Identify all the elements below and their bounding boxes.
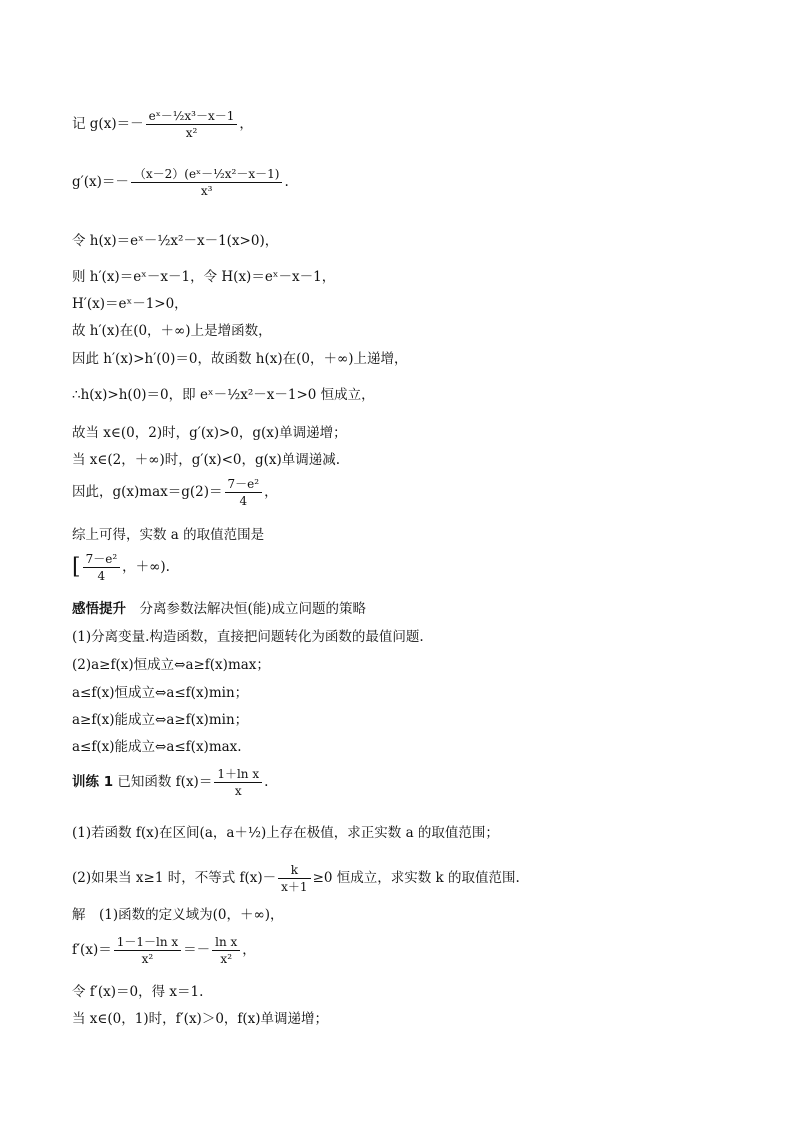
line-conclusion: 综上可得，实数 a 的取值范围是 <box>72 527 265 543</box>
line-exercise-1: 训练 1 已知函数 f(x)＝ $\frac{\text{1＋ln x}}{x}$ . <box>72 767 269 798</box>
line-monotonic: 当 x∈(0，1)时，f′(x)＞0，f(x)单调递增； <box>72 1011 329 1027</box>
line-interval-2: 当 x∈(2，＋∞)时，g′(x)<0，g(x)单调递减. <box>72 452 341 468</box>
fraction: $\frac{k}{x+1}$ <box>278 862 310 895</box>
fraction: $\frac{\text{ln x}}{\text{x²}}$ <box>212 934 240 967</box>
line-f-derivative: f′(x)＝ $\frac{\text{1－1－ln x}}{\text{x²}}$ ＝－ $\frac{\text{ln x}}{\text{x²}}$ ， <box>72 935 256 966</box>
line-h-derivative: 则 h′(x)＝eˣ－x－1，令 H(x)＝eˣ－x－1， <box>72 269 336 285</box>
line-strategy-5: a≤f(x)能成立⇔a≤f(x)max. <box>72 739 242 755</box>
line-range: [ $\frac{\text{7－e²}}{4}$ ，＋∞). <box>72 552 170 583</box>
fraction: $\frac{\text{7－e²}}{4}$ <box>83 551 121 584</box>
line-g-max: 因此，g(x)max＝g(2)＝ $\frac{\text{7－e²}}{4}$ ， <box>72 477 278 508</box>
line-strategy-2: (2)a≥f(x)恒成立⇔a≥f(x)max； <box>72 657 270 673</box>
fraction: $\frac{\text{eˣ－½x³－x－1}}{\text{x²}}$ <box>146 108 238 141</box>
line-strategy-3: a≤f(x)恒成立⇔a≤f(x)min； <box>72 685 249 701</box>
line-g-derivative: g′(x)＝－ $\frac{\text{（x－2）(eˣ－½x²－x－1)}}{\text{x³}}$ . <box>72 167 289 198</box>
fraction: $\frac{\text{1－1－ln x}}{\text{x²}}$ <box>114 934 181 967</box>
line-question-2: (2)如果当 x≥1 时，不等式 f(x)－ $\frac{k}{x+1}$ ≥0 恒成立，求实数 k 的取值范围. <box>72 863 520 894</box>
fraction: $\frac{\text{1＋ln x}}{x}$ <box>214 766 262 799</box>
line-critical-point: 令 f′(x)＝0，得 x＝1. <box>72 984 204 1000</box>
line-inequality: ∴h(x)>h(0)＝0，即 eˣ－½x²－x－1>0 恒成立， <box>72 387 375 403</box>
line-increasing: 故 h′(x)在(0，＋∞)上是增函数， <box>72 323 272 339</box>
line-H-derivative: H′(x)＝eˣ－1>0， <box>72 296 188 312</box>
line-question-1: (1)若函数 f(x)在区间(a，a＋½)上存在极值，求正实数 a 的取值范围； <box>72 825 499 841</box>
line-therefore: 因此 h′(x)>h′(0)＝0，故函数 h(x)在(0，＋∞)上递增， <box>72 351 408 367</box>
line-solution-start: 解 (1)函数的定义域为(0，＋∞)， <box>72 907 284 923</box>
line-h-definition: 令 h(x)＝eˣ－½x²－x－1(x>0)， <box>72 233 279 249</box>
line-interval-1: 故当 x∈(0，2)时，g′(x)>0，g(x)单调递增； <box>72 425 347 441</box>
line-g-definition: 记 g(x)＝－ $\frac{\text{eˣ－½x³－x－1}}{\text{x²}}$ ， <box>72 109 253 140</box>
fraction: $\frac{\text{（x－2）(eˣ－½x²－x－1)}}{\text{x³}}$ <box>131 166 283 199</box>
fraction: $\frac{\text{7－e²}}{4}$ <box>225 476 263 509</box>
line-strategy-1: (1)分离变量.构造函数，直接把问题转化为函数的最值问题. <box>72 629 424 645</box>
line-insight-heading: 感悟提升 分离参数法解决恒(能)成立问题的策略 <box>72 601 367 617</box>
line-strategy-4: a≥f(x)能成立⇔a≥f(x)min； <box>72 712 249 728</box>
